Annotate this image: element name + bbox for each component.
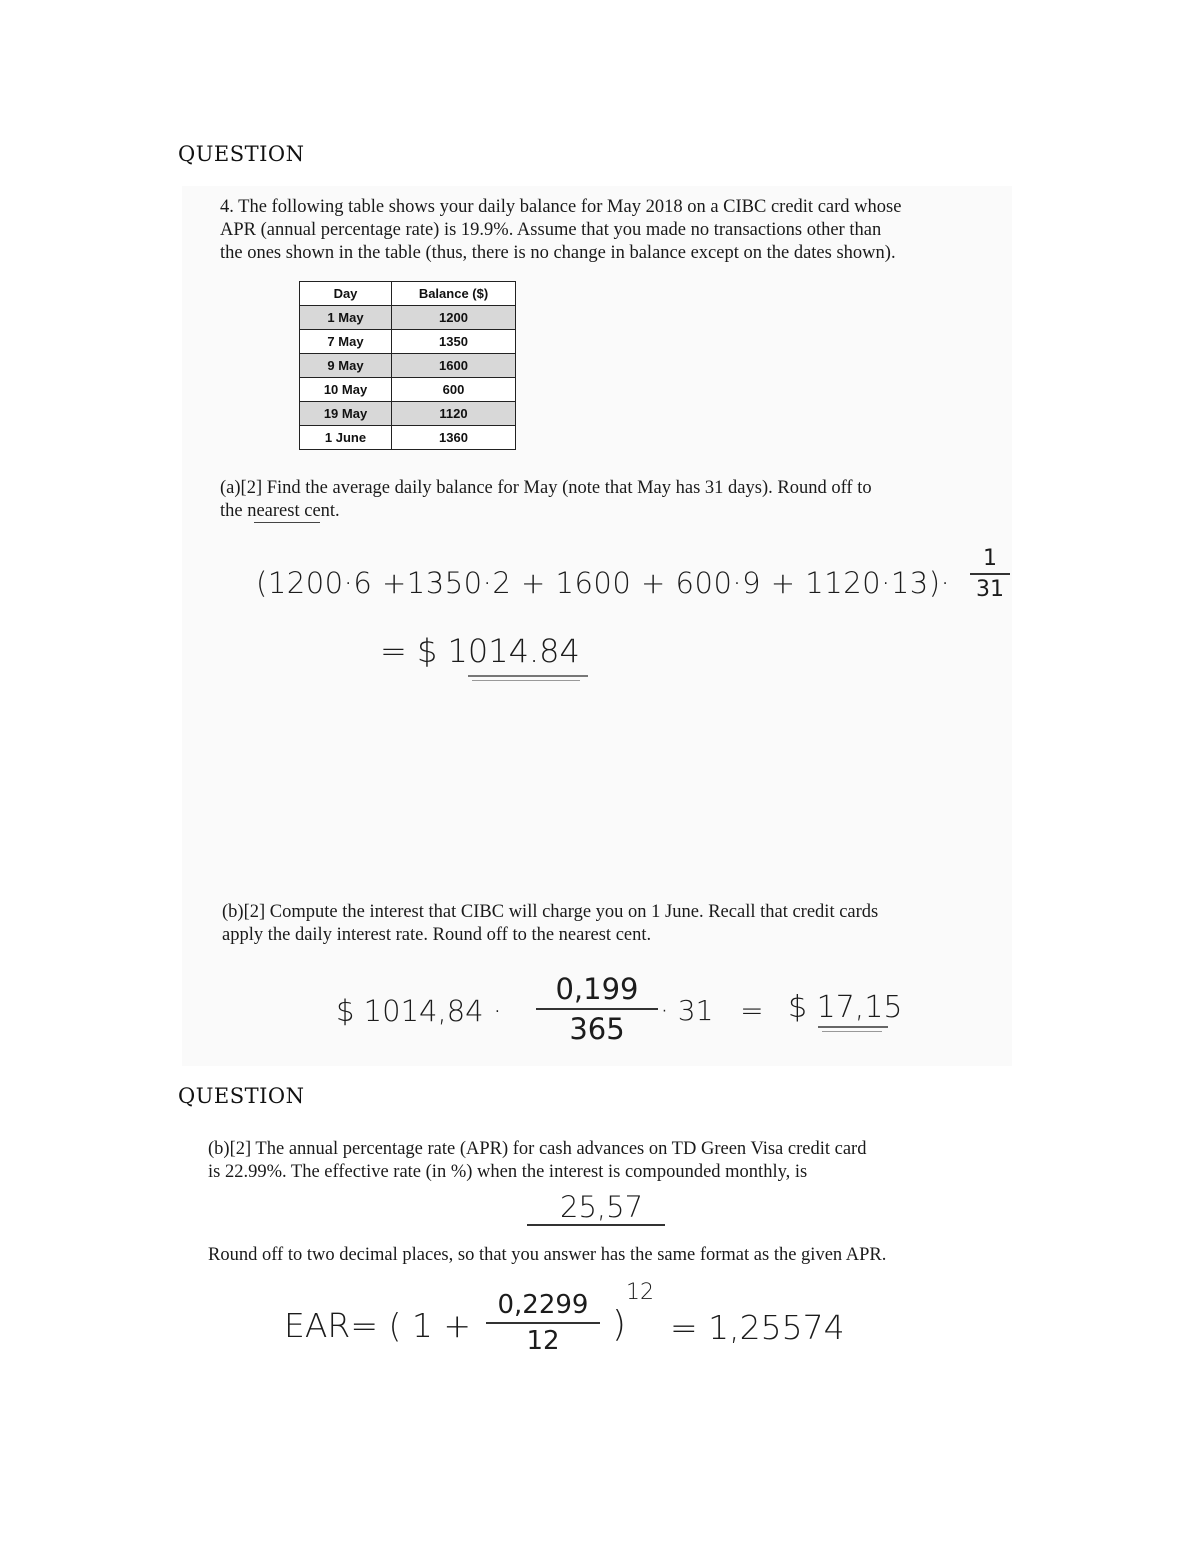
- ear-rhs: = 1,25574: [670, 1308, 845, 1347]
- q2-part-b-line: (b)[2] The annual percentage rate (APR) for cash advances on TD Green Visa credit card: [208, 1139, 867, 1159]
- part-b-prompt: [222, 901, 982, 947]
- answer-blank-line: [527, 1224, 665, 1226]
- part-b-line: (b)[2] Compute the interest that CIBC will charge you on 1 June. Recall that credit cards: [222, 902, 879, 922]
- table-cell-day: 1 May: [300, 306, 392, 330]
- part-b-fraction: [536, 972, 658, 1046]
- part-a-fraction: [970, 546, 1010, 602]
- table-cell-balance: 1360: [392, 426, 516, 450]
- part-b-left: $ 1014,84 ·: [336, 994, 503, 1028]
- table-row: [300, 378, 516, 402]
- column-header-balance: Balance ($): [392, 282, 516, 306]
- table-header-row: [300, 282, 516, 306]
- table-cell-day: 9 May: [300, 354, 392, 378]
- part-a-prompt: [220, 477, 980, 523]
- problem-line: 4. The following table shows your daily balance for May 2018 on a CIBC credit card whose: [220, 197, 902, 217]
- question-heading-1: QUESTION: [178, 142, 305, 166]
- part-a-expression: (1200·6 +1350·2 + 1600 + 600·9 + 1120·13)·: [256, 566, 951, 600]
- fraction-numerator: 0,2299: [497, 1290, 589, 1320]
- answer-underline: [818, 1026, 888, 1028]
- table-cell-balance: 1200: [392, 306, 516, 330]
- underline-mark: [254, 522, 320, 523]
- q2-instruction: Round off to two decimal places, so that you answer has the same format as the given APR.: [208, 1245, 887, 1265]
- question-heading-2: QUESTION: [178, 1084, 305, 1108]
- problem-line: APR (annual percentage rate) is 19.9%. Assume that you made no transactions other than: [220, 220, 882, 240]
- daily-balance-table: [299, 281, 516, 450]
- q2-part-b-prompt: [208, 1138, 998, 1184]
- q2-answer: 25,57: [560, 1190, 644, 1224]
- fraction-denominator: 365: [569, 1012, 625, 1046]
- table-row: [300, 426, 516, 450]
- ear-lhs: EAR= ( 1 +: [284, 1306, 471, 1345]
- table-row: [300, 330, 516, 354]
- fraction-bar: [486, 1322, 600, 1324]
- q2-part-b-line: is 22.99%. The effective rate (in %) when the interest is compounded monthly, is: [208, 1162, 808, 1182]
- answer-underline: [472, 680, 580, 681]
- fraction-bar: [970, 573, 1010, 575]
- table-cell-day: 1 June: [300, 426, 392, 450]
- fraction-denominator: 12: [526, 1326, 560, 1356]
- table-row: [300, 354, 516, 378]
- ear-close-paren: ): [612, 1304, 627, 1345]
- ear-fraction: [486, 1290, 600, 1356]
- table-cell-day: 7 May: [300, 330, 392, 354]
- part-a-line: (a)[2] Find the average daily balance for May (note that May has 31 days). Round off to: [220, 478, 872, 498]
- ear-exponent: 12: [626, 1280, 654, 1305]
- part-a-result: = $ 1014.84: [380, 632, 580, 670]
- fraction-numerator: 1: [983, 546, 997, 571]
- part-b-line: apply the daily interest rate. Round off to the nearest cent.: [222, 925, 652, 945]
- table-cell-balance: 600: [392, 378, 516, 402]
- part-b-answer: $ 17,15: [788, 990, 903, 1025]
- part-a-line: the nearest cent.: [220, 501, 340, 521]
- table-row: [300, 402, 516, 426]
- table-cell-day: 19 May: [300, 402, 392, 426]
- column-header-day: Day: [300, 282, 392, 306]
- table-row: [300, 306, 516, 330]
- problem-line: the ones shown in the table (thus, there is no change in balance except on the dates shown).: [220, 243, 896, 263]
- table-cell-day: 10 May: [300, 378, 392, 402]
- fraction-bar: [536, 1008, 658, 1010]
- fraction-numerator: 0,199: [555, 972, 639, 1006]
- answer-underline: [822, 1031, 882, 1032]
- part-b-right: · 31 =: [660, 994, 764, 1027]
- table-cell-balance: 1600: [392, 354, 516, 378]
- problem-statement: [220, 196, 980, 265]
- answer-underline: [468, 675, 588, 677]
- table-cell-balance: 1120: [392, 402, 516, 426]
- table-cell-balance: 1350: [392, 330, 516, 354]
- fraction-denominator: 31: [976, 577, 1004, 602]
